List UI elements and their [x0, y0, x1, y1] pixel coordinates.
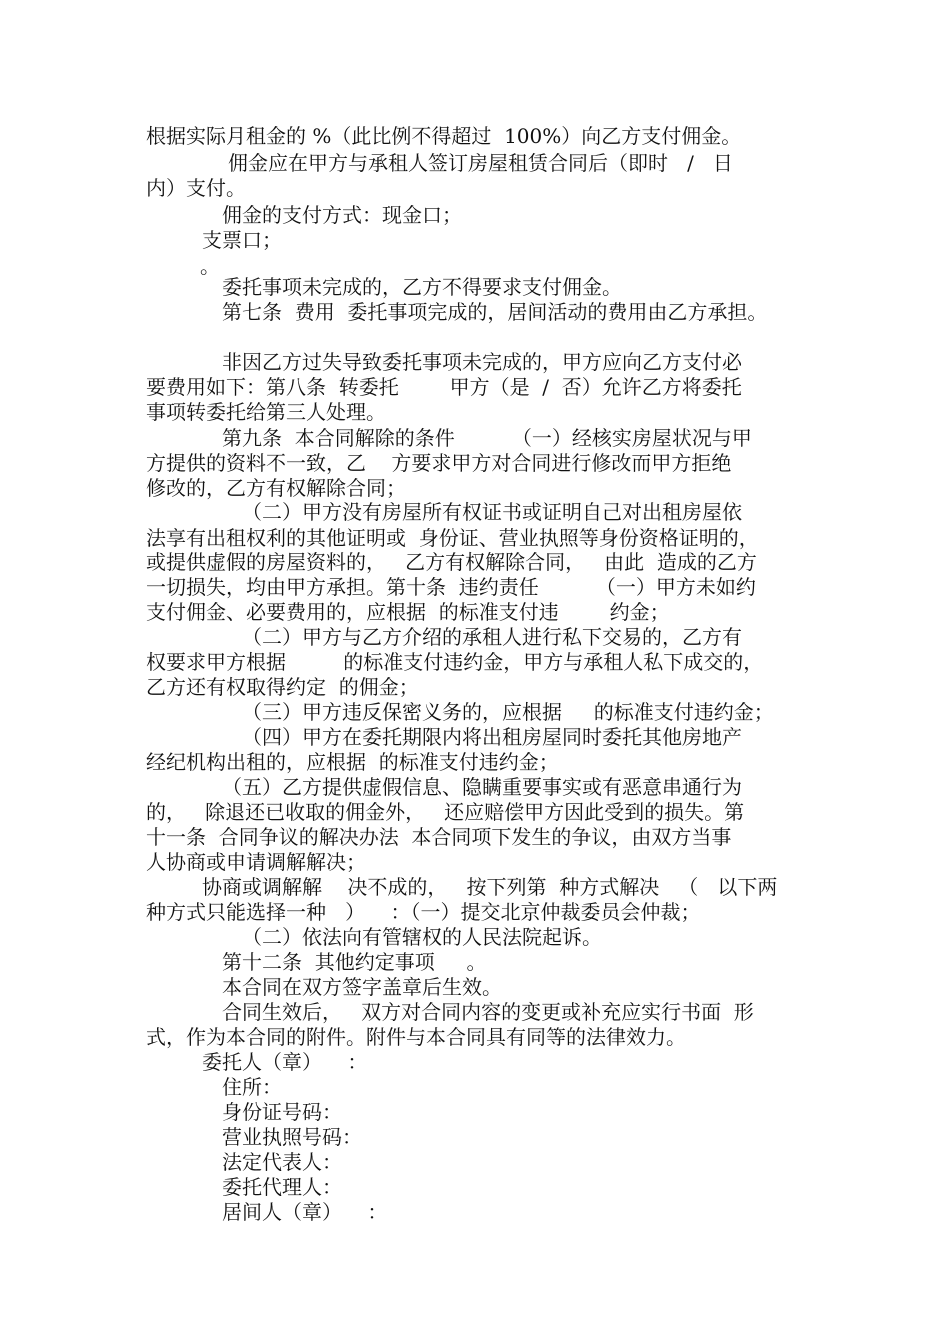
text-line: 第十二条 其他约定事项 。	[222, 950, 487, 974]
text-line: 一切损失，均由甲方承担。第十条 违约责任 （一）甲方未如约	[146, 575, 756, 599]
text-line: 方提供的资料不一致，乙 方要求甲方对合同进行修改而甲方拒绝	[146, 451, 732, 475]
text-line: 第九条 本合同解除的条件 （一）经核实房屋状况与甲	[222, 426, 752, 450]
text-line: 法定代表人：	[222, 1150, 342, 1174]
text-line: 协商或调解解 决不成的， 按下列第 种方式解决 （ 以下两	[202, 875, 778, 899]
text-line: 住所：	[222, 1075, 282, 1099]
text-line: （五）乙方提供虚假信息、隐瞒重要事实或有恶意串通行为	[222, 775, 742, 799]
text-line: （二）甲方没有房屋所有权证书或证明自己对出租房屋依	[242, 500, 742, 524]
text-line: 居间人（章） ：	[222, 1200, 388, 1224]
text-line: 第七条 费用 委托事项完成的，居间活动的费用由乙方承担。	[222, 300, 768, 324]
text-line: 经纪机构出租的，应根据 的标准支付违约金；	[146, 750, 559, 774]
text-line: 委托人（章） ：	[202, 1050, 368, 1074]
text-line: （三）甲方违反保密义务的，应根据 的标准支付违约金；	[242, 700, 774, 724]
text-line: 或提供虚假的房屋资料的， 乙方有权解除合同， 由此 造成的乙方	[146, 550, 757, 574]
text-line: 委托事项未完成的，乙方不得要求支付佣金。	[222, 275, 622, 299]
text-line: 。	[200, 254, 220, 278]
text-line: 佣金应在甲方与承租人签订房屋租赁合同后（即时 / 日	[228, 151, 733, 175]
text-line: 事项转委托给第三人处理。	[146, 400, 386, 424]
text-line: 佣金的支付方式：现金口；	[222, 203, 462, 227]
text-line: 支票口；	[202, 228, 282, 252]
text-line: （二）依法向有管辖权的人民法院起诉。	[242, 925, 602, 949]
text-line: 合同生效后， 双方对合同内容的变更或补充应实行书面 形	[222, 1000, 754, 1024]
text-line: 的， 除退还已收取的佣金外， 还应赔偿甲方因此受到的损失。第	[146, 800, 745, 824]
text-line: 十一条 合同争议的解决办法 本合同项下发生的争议，由双方当事	[146, 825, 732, 849]
text-line: （二）甲方与乙方介绍的承租人进行私下交易的，乙方有	[242, 625, 742, 649]
text-line: 法享有出租权利的其他证明或 身份证、营业执照等身份资格证明的，	[146, 526, 759, 550]
text-line: 非因乙方过失导致委托事项未完成的，甲方应向乙方支付必	[222, 350, 742, 374]
text-line: 营业执照号码：	[222, 1125, 362, 1149]
text-line: 式，作为本合同的附件。附件与本合同具有同等的法律效力。	[146, 1025, 686, 1049]
text-line: 内）支付。	[146, 176, 246, 200]
text-line: 乙方还有权取得约定 的佣金；	[146, 675, 419, 699]
text-line: 委托代理人：	[222, 1175, 342, 1199]
text-line: 本合同在双方签字盖章后生效。	[222, 975, 502, 999]
text-line: 人协商或申请调解解决；	[146, 850, 366, 874]
text-line: 要费用如下：第八条 转委托 甲方（是 / 否）允许乙方将委托	[146, 375, 742, 399]
text-line: 根据实际月租金的 %（此比例不得超过 100%）向乙方支付佣金。	[146, 124, 742, 148]
text-line: 种方式只能选择一种 ） ：（一）提交北京仲裁委员会仲裁；	[146, 900, 701, 924]
text-line: 身份证号码：	[222, 1100, 342, 1124]
text-line: 权要求甲方根据 的标准支付违约金，甲方与承租人私下成交的，	[146, 650, 764, 674]
text-line: 支付佣金、必要费用的，应根据 的标准支付违 约金；	[146, 600, 670, 624]
text-line: （四）甲方在委托期限内将出租房屋同时委托其他房地产	[242, 725, 742, 749]
text-line: 修改的，乙方有权解除合同；	[146, 476, 406, 500]
